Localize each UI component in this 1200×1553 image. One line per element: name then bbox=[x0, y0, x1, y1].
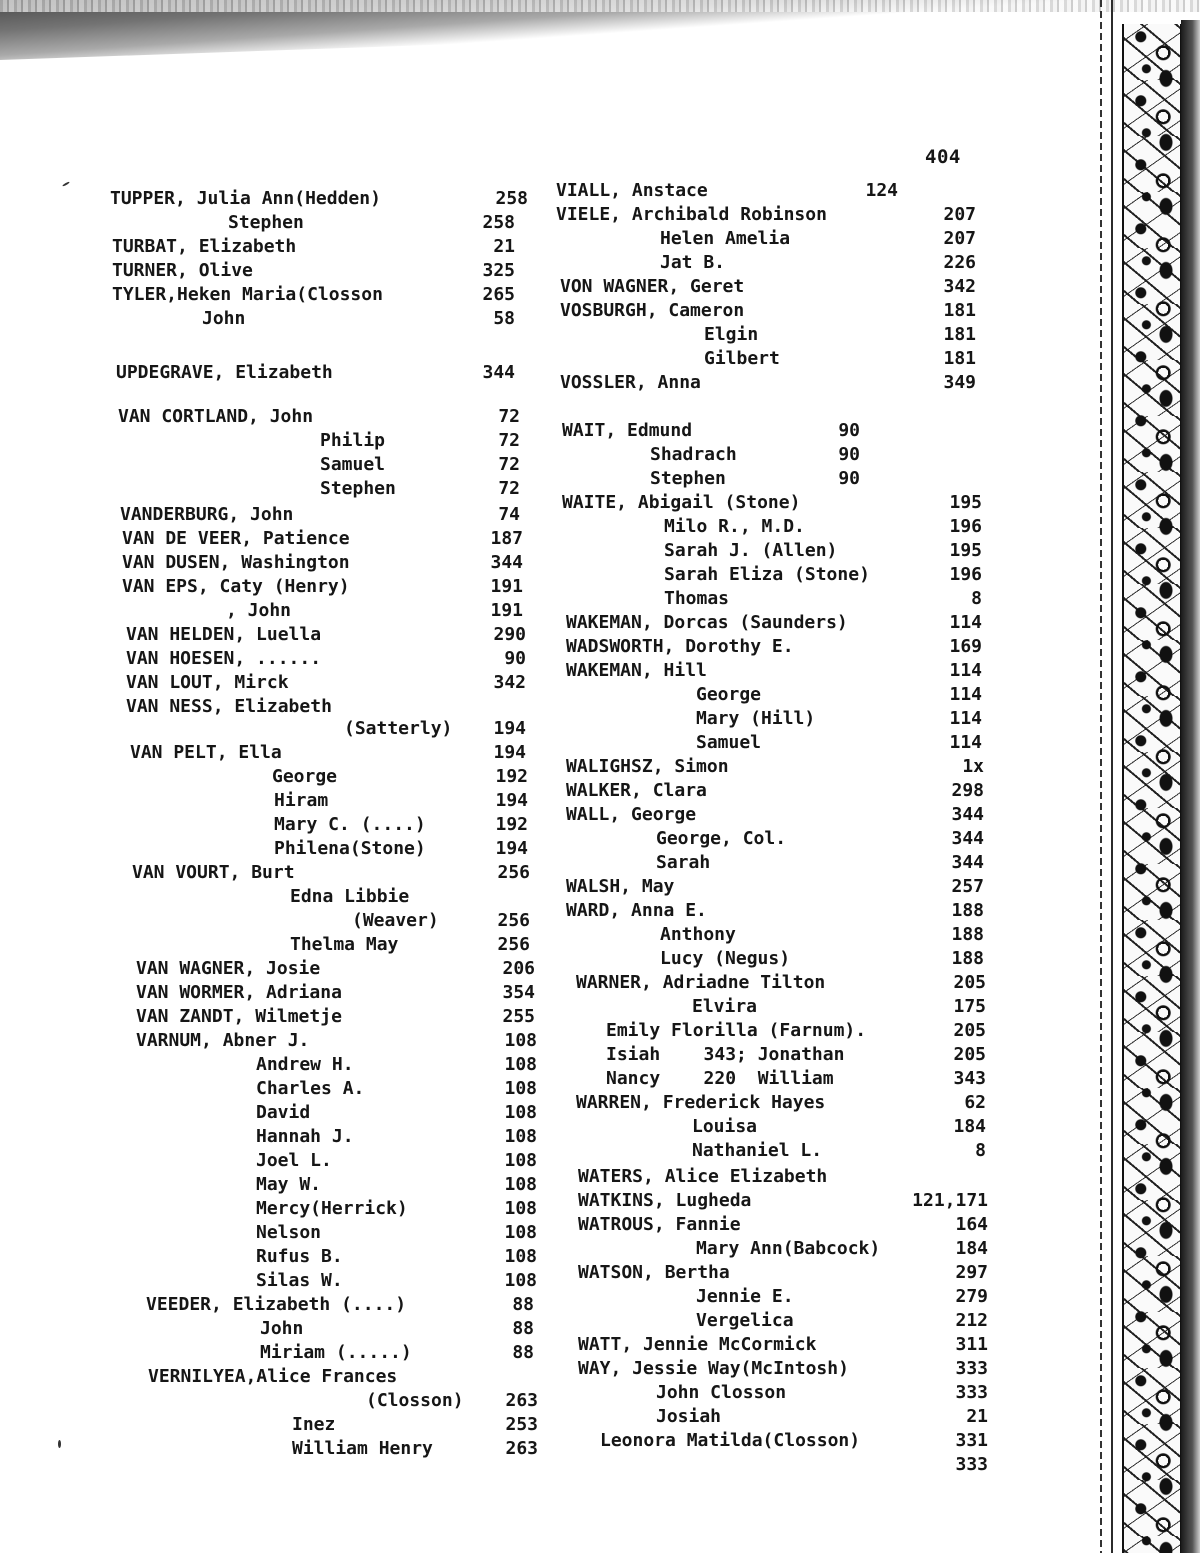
index-entry-name: Hiram bbox=[274, 790, 329, 811]
index-entry-name: VAN VOURT, Burt bbox=[132, 862, 295, 883]
index-entry-page-ref: 195 bbox=[949, 492, 982, 513]
floral-border-decoration bbox=[1122, 24, 1182, 1553]
index-entry-name: Thelma May bbox=[290, 934, 399, 955]
index-entry-page-ref: 258 bbox=[482, 212, 515, 233]
index-entry-page-ref: 256 bbox=[497, 934, 530, 955]
index-entry-name: Hannah J. bbox=[256, 1126, 354, 1147]
index-entry-page-ref: 58 bbox=[493, 308, 515, 329]
index-entry-page-ref: 184 bbox=[953, 1116, 986, 1137]
index-entry-page-ref: 255 bbox=[502, 1006, 535, 1027]
index-entry-name: VAN DUSEN, Washington bbox=[122, 552, 350, 573]
index-entry-name: John bbox=[260, 1318, 304, 1339]
index-entry-page-ref: 354 bbox=[502, 982, 535, 1003]
index-entry-name: Jat B. bbox=[660, 252, 726, 273]
index-entry-name: VANDERBURG, John bbox=[120, 504, 294, 525]
index-entry-name: Thomas bbox=[664, 588, 730, 609]
index-entry-page-ref: 205 bbox=[953, 1044, 986, 1065]
index-entry-name: Mary Ann(Babcock) bbox=[696, 1238, 881, 1259]
index-entry-page-ref: 90 bbox=[838, 444, 860, 465]
index-entry-name: Charles A. bbox=[256, 1078, 365, 1099]
index-entry-name: Nathaniel L. bbox=[692, 1140, 823, 1161]
index-entry-name: (Satterly) bbox=[344, 718, 453, 739]
index-entry-name: WARNER, Adriadne Tilton bbox=[576, 972, 826, 993]
index-entry-name: Helen Amelia bbox=[660, 228, 791, 249]
index-entry-page-ref: 188 bbox=[951, 948, 984, 969]
scan-noise-top bbox=[0, 0, 1200, 12]
index-entry-page-ref: 290 bbox=[493, 624, 526, 645]
index-entry-name: Jennie E. bbox=[696, 1286, 794, 1307]
index-entry-page-ref: 344 bbox=[490, 552, 523, 573]
index-entry-page-ref: 187 bbox=[490, 528, 523, 549]
index-entry-name: TYLER,Heken Maria(Closson bbox=[112, 284, 383, 305]
index-entry-page-ref: 265 bbox=[482, 284, 515, 305]
index-entry-name: TURBAT, Elizabeth bbox=[112, 236, 297, 257]
index-entry-page-ref: 62 bbox=[964, 1092, 986, 1113]
index-entry-page-ref: 164 bbox=[955, 1214, 988, 1235]
index-entry-page-ref: 124 bbox=[865, 180, 898, 201]
index-entry-name: George, Col. bbox=[656, 828, 787, 849]
index-entry-name: VIALL, Anstace bbox=[556, 180, 708, 201]
index-entry-name: VAN HOESEN, ...... bbox=[126, 648, 322, 669]
index-entry-page-ref: 279 bbox=[955, 1286, 988, 1307]
index-entry-page-ref: 72 bbox=[498, 454, 520, 475]
index-entry-name: Emily Florilla (Farnum). bbox=[606, 1020, 867, 1041]
index-entry-name: Philip bbox=[320, 430, 386, 451]
index-entry-page-ref: 194 bbox=[495, 838, 528, 859]
index-entry-name: WATSON, Bertha bbox=[578, 1262, 730, 1283]
index-entry-page-ref: 344 bbox=[482, 362, 515, 383]
index-entry-name: VOSBURGH, Cameron bbox=[560, 300, 745, 321]
index-entry-name: WALSH, May bbox=[566, 876, 675, 897]
index-entry-page-ref: 297 bbox=[955, 1262, 988, 1283]
index-entry-page-ref: 253 bbox=[505, 1414, 538, 1435]
index-entry-name: VAN HELDEN, Luella bbox=[126, 624, 322, 645]
index-entry-page-ref: 258 bbox=[495, 188, 528, 209]
index-entry-page-ref: 194 bbox=[493, 718, 526, 739]
index-entry-name: Samuel bbox=[696, 732, 762, 753]
index-entry-page-ref: 349 bbox=[943, 372, 976, 393]
index-entry-name: Mary C. (....) bbox=[274, 814, 426, 835]
index-entry-name: Stephen bbox=[320, 478, 396, 499]
index-entry-page-ref: 194 bbox=[493, 742, 526, 763]
index-entry-page-ref: 88 bbox=[512, 1342, 534, 1363]
index-entry-page-ref: 114 bbox=[949, 660, 982, 681]
index-entry-page-ref: 1x bbox=[962, 756, 984, 777]
index-entry-page-ref: 21 bbox=[966, 1406, 988, 1427]
index-entry-page-ref: 88 bbox=[512, 1294, 534, 1315]
index-entry-name: WALL, George bbox=[566, 804, 697, 825]
index-entry-name: TUPPER, Julia Ann(Hedden) bbox=[110, 188, 381, 209]
index-entry-name: VAN CORTLAND, John bbox=[118, 406, 314, 427]
index-entry-page-ref: 72 bbox=[498, 478, 520, 499]
index-entry-name: WARD, Anna E. bbox=[566, 900, 707, 921]
index-entry-name: Shadrach bbox=[650, 444, 737, 465]
index-entry-page-ref: 21 bbox=[493, 236, 515, 257]
index-entry-name: Mercy(Herrick) bbox=[256, 1198, 408, 1219]
index-entry-page-ref: 342 bbox=[943, 276, 976, 297]
index-entry-name: (Weaver) bbox=[352, 910, 439, 931]
index-entry-page-ref: 195 bbox=[949, 540, 982, 561]
index-entry-name: VAN EPS, Caty (Henry) bbox=[122, 576, 350, 597]
index-entry-page-ref: 196 bbox=[949, 516, 982, 537]
index-entry-name: Louisa bbox=[692, 1116, 758, 1137]
index-entry-name: WALKER, Clara bbox=[566, 780, 707, 801]
index-entry-name: David bbox=[256, 1102, 311, 1123]
index-entry-name: VAN WAGNER, Josie bbox=[136, 958, 321, 979]
index-entry-name: VERNILYEA,Alice Frances bbox=[148, 1366, 398, 1387]
index-entry-page-ref: 205 bbox=[953, 972, 986, 993]
page-edge-shadow bbox=[1181, 20, 1200, 1553]
index-entry-name: Elgin bbox=[704, 324, 759, 345]
index-entry-page-ref: 194 bbox=[495, 790, 528, 811]
index-entry-name: George bbox=[272, 766, 338, 787]
index-entry-page-ref: 205 bbox=[953, 1020, 986, 1041]
index-entry-page-ref: 74 bbox=[498, 504, 520, 525]
index-entry-page-ref: 325 bbox=[482, 260, 515, 281]
index-entry-page-ref: 344 bbox=[951, 828, 984, 849]
index-entry-name: Miriam (.....) bbox=[260, 1342, 412, 1363]
index-entry-page-ref: 191 bbox=[490, 600, 523, 621]
index-entry-page-ref: 108 bbox=[504, 1054, 537, 1075]
index-entry-page-ref: 192 bbox=[495, 814, 528, 835]
index-entry-page-ref: 184 bbox=[955, 1238, 988, 1259]
index-entry-page-ref: 311 bbox=[955, 1334, 988, 1355]
index-entry-page-ref: 263 bbox=[505, 1390, 538, 1411]
index-entry-page-ref: 263 bbox=[505, 1438, 538, 1459]
index-entry-name: Stephen bbox=[228, 212, 304, 233]
index-entry-page-ref: 181 bbox=[943, 348, 976, 369]
index-entry-page-ref: 108 bbox=[504, 1126, 537, 1147]
index-entry-name: WATERS, Alice Elizabeth bbox=[578, 1166, 828, 1187]
index-entry-name: VAN ZANDT, Wilmetje bbox=[136, 1006, 342, 1027]
index-entry-page-ref: 72 bbox=[498, 430, 520, 451]
index-entry-page-ref: 169 bbox=[949, 636, 982, 657]
index-entry-page-ref: 121,171 bbox=[912, 1190, 988, 1211]
index-entry-page-ref: 114 bbox=[949, 708, 982, 729]
index-entry-name: WAIT, Edmund bbox=[562, 420, 693, 441]
index-entry-name: Sarah Eliza (Stone) bbox=[664, 564, 870, 585]
index-entry-page-ref: 72 bbox=[498, 406, 520, 427]
stray-mark bbox=[58, 1440, 61, 1448]
index-entry-name: Rufus B. bbox=[256, 1246, 343, 1267]
index-entry-name: VEEDER, Elizabeth (....) bbox=[146, 1294, 407, 1315]
index-entry-name: Lucy (Negus) bbox=[660, 948, 791, 969]
index-entry-name: Elvira bbox=[692, 996, 758, 1017]
index-entry-page-ref: 181 bbox=[943, 324, 976, 345]
index-entry-name: VON WAGNER, Geret bbox=[560, 276, 745, 297]
index-entry-page-ref: 181 bbox=[943, 300, 976, 321]
index-entry-page-ref: 188 bbox=[951, 924, 984, 945]
index-entry-name: WAKEMAN, Dorcas (Saunders) bbox=[566, 612, 848, 633]
index-entry-name: Nancy 220 William bbox=[606, 1068, 834, 1089]
index-entry-page-ref: 88 bbox=[512, 1318, 534, 1339]
index-entry-name: John bbox=[202, 308, 246, 329]
index-entry-page-ref: 207 bbox=[943, 228, 976, 249]
index-entry-name: WAKEMAN, Hill bbox=[566, 660, 707, 681]
index-entry-name: UPDEGRAVE, Elizabeth bbox=[116, 362, 333, 383]
index-entry-name: Joel L. bbox=[256, 1150, 332, 1171]
index-entry-page-ref: 108 bbox=[504, 1150, 537, 1171]
index-entry-page-ref: 188 bbox=[951, 900, 984, 921]
index-entry-name: Josiah bbox=[656, 1406, 722, 1427]
index-entry-name: Anthony bbox=[660, 924, 736, 945]
index-entry-name: Samuel bbox=[320, 454, 386, 475]
index-entry-name: WADSWORTH, Dorothy E. bbox=[566, 636, 794, 657]
index-entry-name: Vergelica bbox=[696, 1310, 794, 1331]
index-entry-page-ref: 226 bbox=[943, 252, 976, 273]
index-entry-name: William Henry bbox=[292, 1438, 433, 1459]
index-entry-page-ref: 206 bbox=[502, 958, 535, 979]
index-entry-page-ref: 298 bbox=[951, 780, 984, 801]
index-entry-page-ref: 344 bbox=[951, 804, 984, 825]
index-entry-page-ref: 196 bbox=[949, 564, 982, 585]
index-entry-name: VAN LOUT, Mirck bbox=[126, 672, 289, 693]
index-entry-name: WATT, Jennie McCormick bbox=[578, 1334, 817, 1355]
index-entry-name: Sarah bbox=[656, 852, 711, 873]
stray-mark bbox=[62, 181, 70, 187]
index-entry-page-ref: 256 bbox=[497, 862, 530, 883]
index-entry-page-ref: 114 bbox=[949, 612, 982, 633]
index-entry-name: Edna Libbie bbox=[290, 886, 410, 907]
index-entry-page-ref: 114 bbox=[949, 732, 982, 753]
index-entry-name: VIELE, Archibald Robinson bbox=[556, 204, 827, 225]
index-entry-page-ref: 114 bbox=[949, 684, 982, 705]
index-entry-page-ref: 8 bbox=[975, 1140, 986, 1161]
index-entry-name: WATKINS, Lugheda bbox=[578, 1190, 752, 1211]
border-rule-inner bbox=[1111, 0, 1113, 1553]
index-entry-page-ref: 108 bbox=[504, 1198, 537, 1219]
index-entry-page-ref: 207 bbox=[943, 204, 976, 225]
index-entry-page-ref: 257 bbox=[951, 876, 984, 897]
index-entry-name: VARNUM, Abner J. bbox=[136, 1030, 310, 1051]
index-entry-name: Stephen bbox=[650, 468, 726, 489]
index-entry-name: Nelson bbox=[256, 1222, 322, 1243]
index-entry-name: WALIGHSZ, Simon bbox=[566, 756, 729, 777]
index-entry-page-ref: 212 bbox=[955, 1310, 988, 1331]
index-entry-name: VOSSLER, Anna bbox=[560, 372, 701, 393]
index-entry-name: Philena(Stone) bbox=[274, 838, 426, 859]
index-entry-name: John Closson bbox=[656, 1382, 787, 1403]
index-entry-page-ref: 344 bbox=[951, 852, 984, 873]
border-rule-outer bbox=[1100, 0, 1102, 1553]
index-entry-name: Inez bbox=[292, 1414, 336, 1435]
index-entry-page-ref: 192 bbox=[495, 766, 528, 787]
index-entry-name: (Closson) bbox=[366, 1390, 464, 1411]
index-entry-page-ref: 342 bbox=[493, 672, 526, 693]
index-entry-page-ref: 333 bbox=[955, 1358, 988, 1379]
index-entry-page-ref: 90 bbox=[504, 648, 526, 669]
index-entry-name: WAY, Jessie Way(McIntosh) bbox=[578, 1358, 849, 1379]
index-entry-page-ref: 331 bbox=[955, 1430, 988, 1451]
index-entry-name: Leonora Matilda(Closson) bbox=[600, 1430, 861, 1451]
index-entry-page-ref: 191 bbox=[490, 576, 523, 597]
index-entry-page-ref: 90 bbox=[838, 420, 860, 441]
index-entry-page-ref: 175 bbox=[953, 996, 986, 1017]
index-entry-name: WARREN, Frederick Hayes bbox=[576, 1092, 826, 1113]
index-entry-page-ref: 90 bbox=[838, 468, 860, 489]
page-number: 404 bbox=[925, 146, 961, 168]
index-entry-name: VAN PELT, Ella bbox=[130, 742, 282, 763]
index-entry-name: George bbox=[696, 684, 762, 705]
index-entry-name: , John bbox=[226, 600, 292, 621]
index-entry-page-ref: 108 bbox=[504, 1222, 537, 1243]
index-entry-page-ref: 108 bbox=[504, 1246, 537, 1267]
index-entry-name: Gilbert bbox=[704, 348, 780, 369]
index-entry-name: WATROUS, Fannie bbox=[578, 1214, 741, 1235]
index-entry-page-ref: 333 bbox=[955, 1454, 988, 1475]
index-entry-name: Andrew H. bbox=[256, 1054, 354, 1075]
index-entry-page-ref: 8 bbox=[971, 588, 982, 609]
index-entry-page-ref: 108 bbox=[504, 1102, 537, 1123]
index-entry-page-ref: 108 bbox=[504, 1078, 537, 1099]
index-entry-page-ref: 333 bbox=[955, 1382, 988, 1403]
index-entry-name: Silas W. bbox=[256, 1270, 343, 1291]
index-entry-page-ref: 256 bbox=[497, 910, 530, 931]
index-entry-name: VAN DE VEER, Patience bbox=[122, 528, 350, 549]
index-entry-page-ref: 108 bbox=[504, 1030, 537, 1051]
index-entry-page-ref: 108 bbox=[504, 1270, 537, 1291]
index-entry-page-ref: 343 bbox=[953, 1068, 986, 1089]
index-entry-name: Milo R., M.D. bbox=[664, 516, 805, 537]
index-entry-name: May W. bbox=[256, 1174, 322, 1195]
index-entry-name: TURNER, Olive bbox=[112, 260, 253, 281]
index-entry-name: Isiah 343; Jonathan bbox=[606, 1044, 845, 1065]
index-entry-name: Sarah J. (Allen) bbox=[664, 540, 838, 561]
index-entry-name: WAITE, Abigail (Stone) bbox=[562, 492, 801, 513]
index-entry-name: Mary (Hill) bbox=[696, 708, 816, 729]
index-entry-name: VAN NESS, Elizabeth bbox=[126, 696, 332, 717]
index-entry-page-ref: 108 bbox=[504, 1174, 537, 1195]
index-entry-name: VAN WORMER, Adriana bbox=[136, 982, 342, 1003]
